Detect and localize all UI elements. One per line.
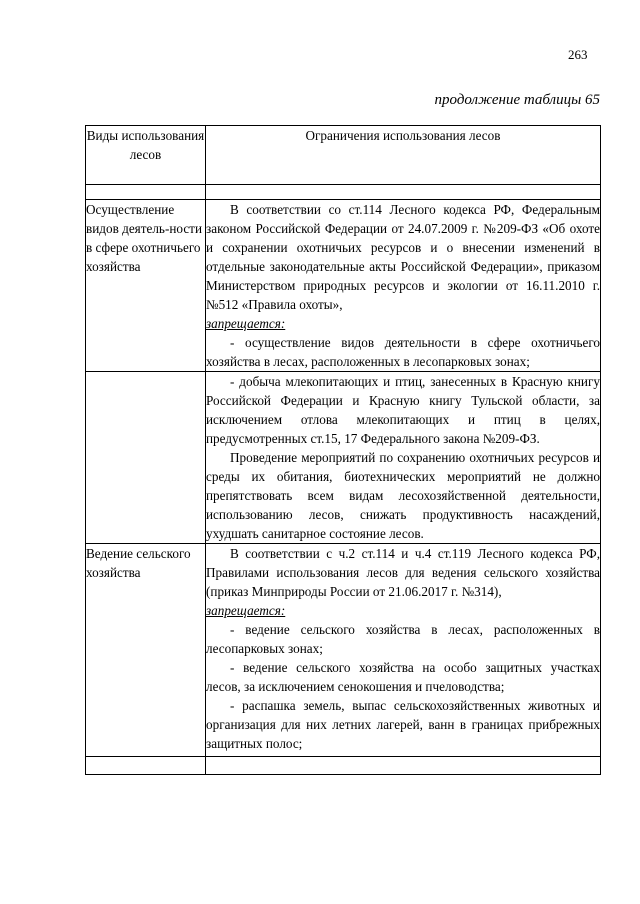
separator-cell	[86, 185, 206, 200]
table-row	[86, 372, 601, 544]
restriction-paragraph: - добыча млекопитающих и птиц, занесенных в Красную книгу Российской Федерации и Красную книгу Тульской области, за исключением отлова млекопитающих и птиц в целях, предусмотренных ст.15, 17 Федерального закона №209-ФЗ.	[206, 374, 600, 446]
empty-row	[86, 757, 601, 775]
usage-type-hunting: Осуществление видов деятель-ности в сфере охотничьего хозяйства	[86, 200, 206, 372]
restrictions-table	[85, 125, 601, 775]
restriction-paragraph: - ведение сельского хозяйства на особо защитных участках лесов, за исключением сенокошения и пчеловодства;	[206, 660, 600, 694]
restriction-paragraph: В соответствии с ч.2 ст.114 и ч.4 ст.119 Лесного кодекса РФ, Правилами использования лесов для ведения сельского хозяйства (приказ Минприроды России от 21.06.2017 г. №314),	[206, 546, 600, 599]
separator-row	[86, 185, 601, 200]
restrictions-cell	[206, 200, 601, 372]
usage-type-empty	[86, 372, 206, 544]
restriction-paragraph: - ведение сельского хозяйства в лесах, расположенных в лесопарковых зонах;	[206, 622, 600, 656]
table-row	[86, 544, 601, 757]
separator-cell	[206, 185, 601, 200]
header-usage-types: Виды использования лесов	[86, 126, 206, 185]
page-number: 263	[568, 47, 588, 62]
table-header-row	[86, 126, 601, 185]
restriction-paragraph: В соответствии со ст.114 Лесного кодекса РФ, Федеральным законом Российской Федерации от 24.07.2009 г. №209-ФЗ «Об охоте и сохранении охотничьих ресурсов и о внесении изменений в отдельные законодательные акты Российской Федерации», приказом Министерством природных ресурсов и экологии от 16.11.2010 г. №512 «Правила охоты»,	[206, 202, 600, 312]
table-row	[86, 200, 601, 372]
forbidden-label: запрещается:	[206, 603, 286, 618]
restrictions-cell	[206, 372, 601, 544]
restriction-paragraph: - осуществление видов деятельности в сфере охотничьего хозяйства в лесах, расположенных в лесопарковых зонах;	[206, 335, 600, 369]
empty-cell	[206, 757, 601, 775]
restriction-paragraph: Проведение мероприятий по сохранению охотничьих ресурсов и среды их обитания, биотехнических мероприятий не должно препятствовать всем видам лесохозяйственной деятельности, использованию лесов, снижать продуктивность насаждений, ухудшать санитарное состояние лесов.	[206, 450, 600, 541]
table-continuation-caption: продолжение таблицы 65	[434, 92, 600, 108]
header-restrictions: Ограничения использования лесов	[206, 126, 601, 185]
restriction-paragraph: - распашка земель, выпас сельскохозяйственных животных и организация для них летних лагерей, ванн в границах прибрежных защитных полос;	[206, 698, 600, 751]
restrictions-cell	[206, 544, 601, 757]
usage-type-agriculture: Ведение сельского хозяйства	[86, 544, 206, 757]
empty-cell	[86, 757, 206, 775]
forbidden-label: запрещается:	[206, 316, 286, 331]
